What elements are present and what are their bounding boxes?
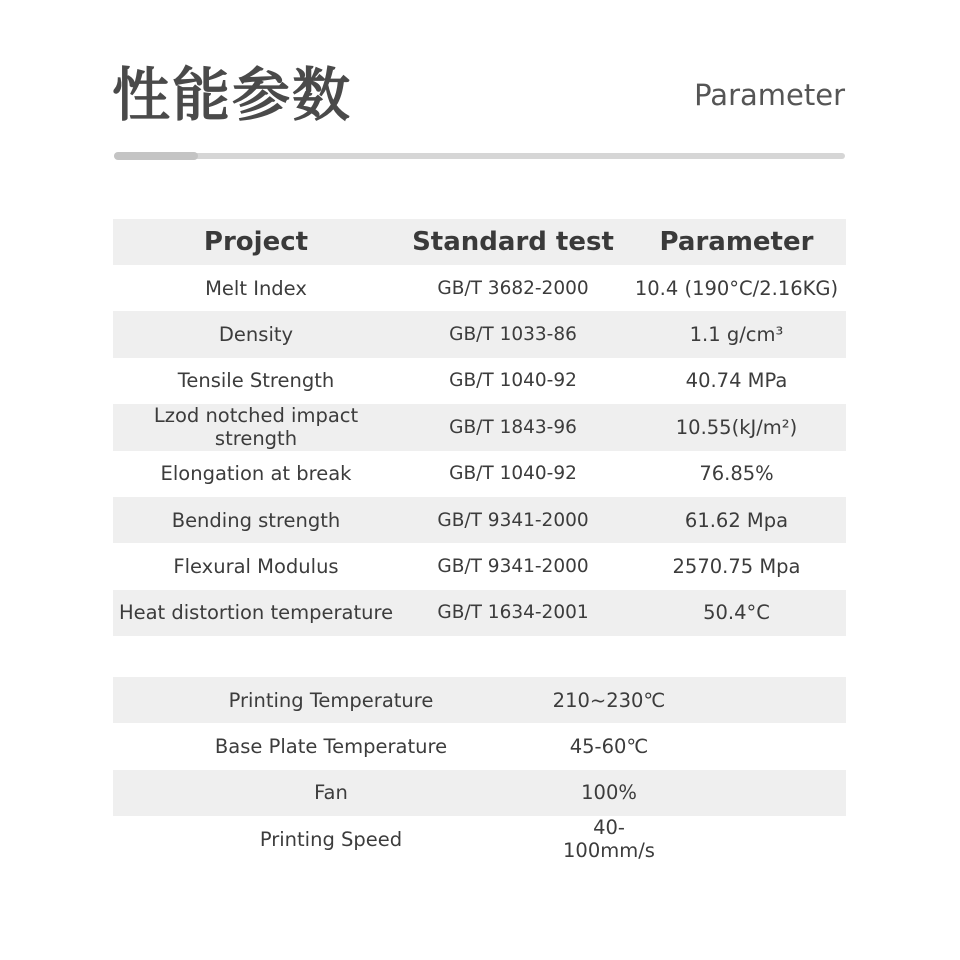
cell-project: Density (218, 323, 294, 347)
setting-label: Base Plate Temperature (214, 735, 448, 759)
column-header-standard: Standard test (412, 227, 614, 257)
cell-standard: GB/T 1040-92 (449, 370, 577, 392)
cell-standard: GB/T 1040-92 (449, 463, 577, 485)
title-divider-accent (114, 152, 198, 160)
setting-label: Printing Speed (259, 827, 403, 851)
cell-project: Flexural Modulus (173, 555, 339, 579)
table-row (113, 590, 846, 636)
column-header-project: Project (203, 227, 309, 257)
setting-value: 100% (581, 781, 637, 805)
cell-parameter: 50.4°C (703, 601, 770, 625)
table-row (113, 543, 846, 589)
cell-standard: GB/T 1843-96 (449, 416, 577, 438)
setting-value: 40-100mm/s (563, 816, 655, 863)
cell-project: Elongation at break (160, 462, 352, 486)
page-title: 性能参数 (112, 61, 353, 129)
table-row (113, 816, 846, 862)
cell-project: Melt Index (205, 276, 307, 300)
table-row (113, 265, 846, 311)
printing-settings-table (113, 677, 846, 863)
cell-parameter: 61.62 Mpa (684, 508, 789, 532)
cell-standard: GB/T 9341-2000 (437, 556, 589, 578)
cell-parameter: 1.1 g/cm³ (689, 323, 784, 347)
table-row (113, 723, 846, 769)
cell-parameter: 10.55(kJ/m²) (675, 415, 798, 439)
cell-project: Bending strength (171, 508, 341, 532)
cell-parameter: 76.85% (699, 462, 774, 486)
cell-project: Lzod notched impact strength (153, 404, 359, 451)
cell-standard: GB/T 3682-2000 (437, 277, 589, 299)
title-divider (114, 153, 845, 159)
setting-label: Fan (314, 781, 348, 805)
properties-table (113, 219, 846, 636)
column-header-parameter: Parameter (659, 227, 814, 257)
table-row (113, 358, 846, 404)
setting-label: Printing Temperature (228, 688, 434, 712)
cell-project: Tensile Strength (177, 369, 335, 393)
cell-standard: GB/T 1033-86 (449, 324, 577, 346)
table-row (113, 770, 846, 816)
setting-value: 210~230℃ (552, 688, 666, 712)
cell-standard: GB/T 9341-2000 (437, 509, 589, 531)
table-row (113, 404, 846, 450)
table-row (113, 497, 846, 543)
cell-parameter: 2570.75 Mpa (672, 555, 801, 579)
table-header-row (113, 219, 846, 265)
cell-parameter: 40.74 MPa (685, 369, 788, 393)
table-row (113, 451, 846, 497)
cell-project: Heat distortion temperature (118, 601, 394, 625)
table-row (113, 311, 846, 357)
table-row (113, 677, 846, 723)
cell-parameter: 10.4 (190°C/2.16KG) (634, 276, 839, 300)
setting-value: 45-60℃ (569, 735, 649, 759)
cell-standard: GB/T 1634-2001 (437, 602, 589, 624)
page-subtitle: Parameter (694, 78, 845, 112)
